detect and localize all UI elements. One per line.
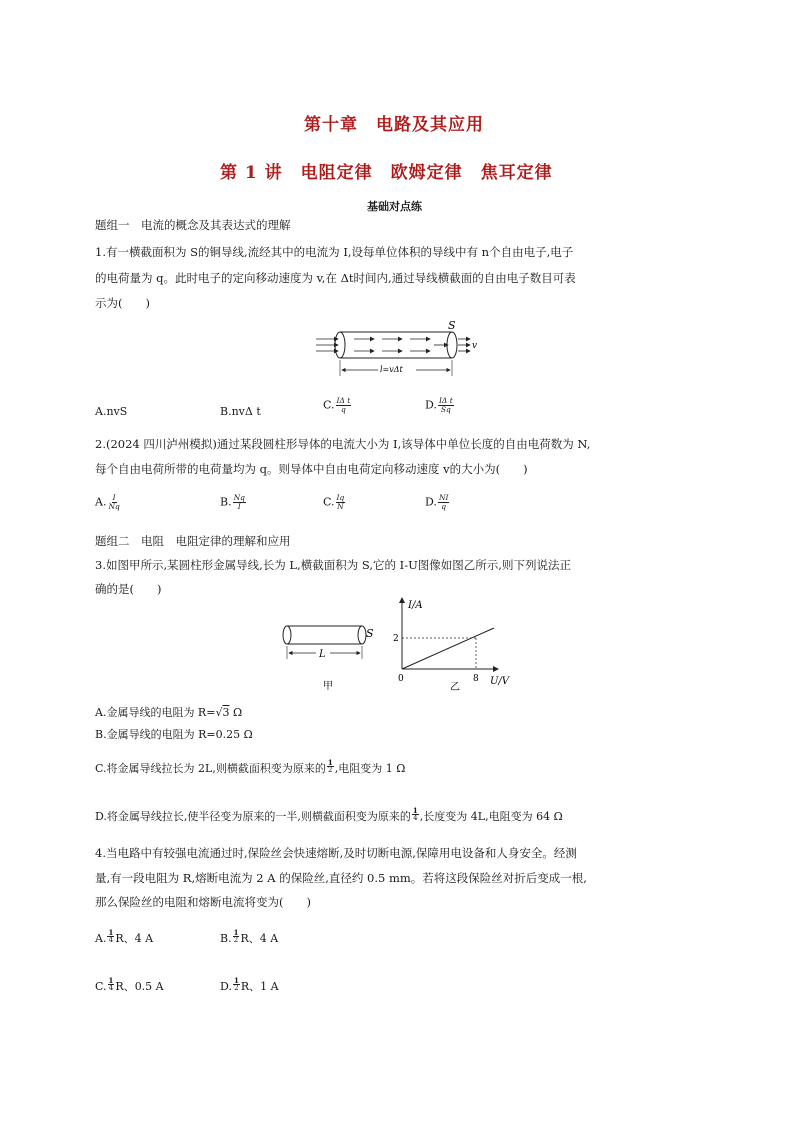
q3-figure-a-s-label: S xyxy=(366,627,374,640)
q1-line-1: 1.有一横截面积为 S的铜导线,流经其中的电流为 I,设每单位体积的导线中有 n个自由电子,电子 xyxy=(95,245,574,259)
q1-figure-s-label: S xyxy=(448,319,456,332)
q1-figure-v-label: v xyxy=(472,341,478,351)
q2-line-1: 2.(2024 四川泸州模拟)通过某段圆柱形导体的电流大小为 I,该导体中单位长度的自由电荷数为 N, xyxy=(95,437,591,451)
section-title: 基础对点练 xyxy=(367,200,422,213)
q1-wire-figure xyxy=(314,318,484,380)
q3-figure-b-caption: 乙 xyxy=(450,682,460,693)
q3-option-b[interactable]: B.金属导线的电阻为 R=0.25 Ω xyxy=(95,728,253,741)
q3-graph-y-label: I/A xyxy=(408,600,423,611)
q3-figure-b-graph xyxy=(390,592,520,694)
q2-option-c[interactable]: C. $\frac{Iq}{N}$ xyxy=(323,493,345,511)
q1-option-b[interactable]: B.nvΔ t xyxy=(220,405,261,418)
q3-graph-origin: 0 xyxy=(398,674,404,684)
q2-option-a[interactable]: A. $\frac{I}{Nq}$ xyxy=(95,493,120,511)
q3-line-1: 3.如图甲所示,某圆柱形金属导线,长为 L,横截面积为 S,它的 I-U图像如图乙所示,则下列说法正 xyxy=(95,558,571,572)
q2-option-b[interactable]: B. $\frac{Nq}{I}$ xyxy=(220,493,245,511)
q3-graph-x-label: U/V xyxy=(490,676,510,687)
q1-option-a[interactable]: A.nvS xyxy=(95,405,128,418)
q4-line-3: 那么保险丝的电阻和熔断电流将变为( ) xyxy=(95,895,311,909)
q4-option-a[interactable]: A. $\frac{1}{4}$ R、4 A xyxy=(95,927,154,945)
q3-option-a[interactable]: A.金属导线的电阻为 R=√3 Ω xyxy=(95,706,243,719)
q1-line-3: 示为( ) xyxy=(95,296,150,310)
q2-line-2: 每个自由电荷所带的电荷量均为 q。则导体中自由电荷定向移动速度 v的大小为( ) xyxy=(95,462,528,476)
q3-graph-x-tick: 8 xyxy=(473,674,479,684)
q2-option-d[interactable]: D. $\frac{NI}{q}$ xyxy=(425,493,449,511)
q4-option-c[interactable]: C. $\frac{1}{4}$ R、0.5 A xyxy=(95,975,164,993)
q3-figure-a-caption: 甲 xyxy=(323,681,333,692)
q4-option-b[interactable]: B. $\frac{1}{2}$ R、4 A xyxy=(220,927,279,945)
group-1-title: 题组一 电流的概念及其表达式的理解 xyxy=(95,218,291,232)
q3-figure-a xyxy=(278,615,378,695)
chapter-title: 第十章 电路及其应用 xyxy=(304,115,484,135)
q1-option-c[interactable]: C. $\frac{\text{IΔ t}}{q}$ xyxy=(323,396,351,414)
lecture-title: 第 1 讲 电阻定律 欧姆定律 焦耳定律 xyxy=(220,163,553,183)
q1-line-2: 的电荷量为 q。此时电子的定向移动速度为 v,在 Δt时间内,通过导线横截面的自由电子数目可表 xyxy=(95,271,576,285)
q3-figure-a-l-label: L xyxy=(319,649,326,660)
q4-line-2: 量,有一段电阻为 R,熔断电流为 2 A 的保险丝,直径约 0.5 mm。若将这段保险丝对折后变成一根, xyxy=(95,871,587,885)
q3-line-2: 确的是( ) xyxy=(95,582,162,596)
q4-line-1: 4.当电路中有较强电流通过时,保险丝会快速熔断,及时切断电源,保障用电设备和人身安全。经测 xyxy=(95,846,577,860)
q1-figure-l-label: l=vΔt xyxy=(380,365,403,374)
q3-option-c[interactable]: C.将金属导线拉长为 2L,则横截面积变为原来的 $\frac{1}{2}$ ,电阻变为 1 Ω xyxy=(95,757,406,775)
group-2-title: 题组二 电阻 电阻定律的理解和应用 xyxy=(95,534,291,548)
q3-option-d[interactable]: D.将金属导线拉长,使半径变为原来的一半,则横截面积变为原来的 $\frac{1}{4}$ ,长度变为 4L,电阻变为 64 Ω xyxy=(95,805,563,823)
q1-option-d[interactable]: D. $\frac{\text{IΔ t}}{Sq}$ xyxy=(425,396,453,414)
q4-option-d[interactable]: D. $\frac{1}{2}$ R、1 A xyxy=(220,975,279,993)
q3-graph-y-tick: 2 xyxy=(393,634,399,644)
